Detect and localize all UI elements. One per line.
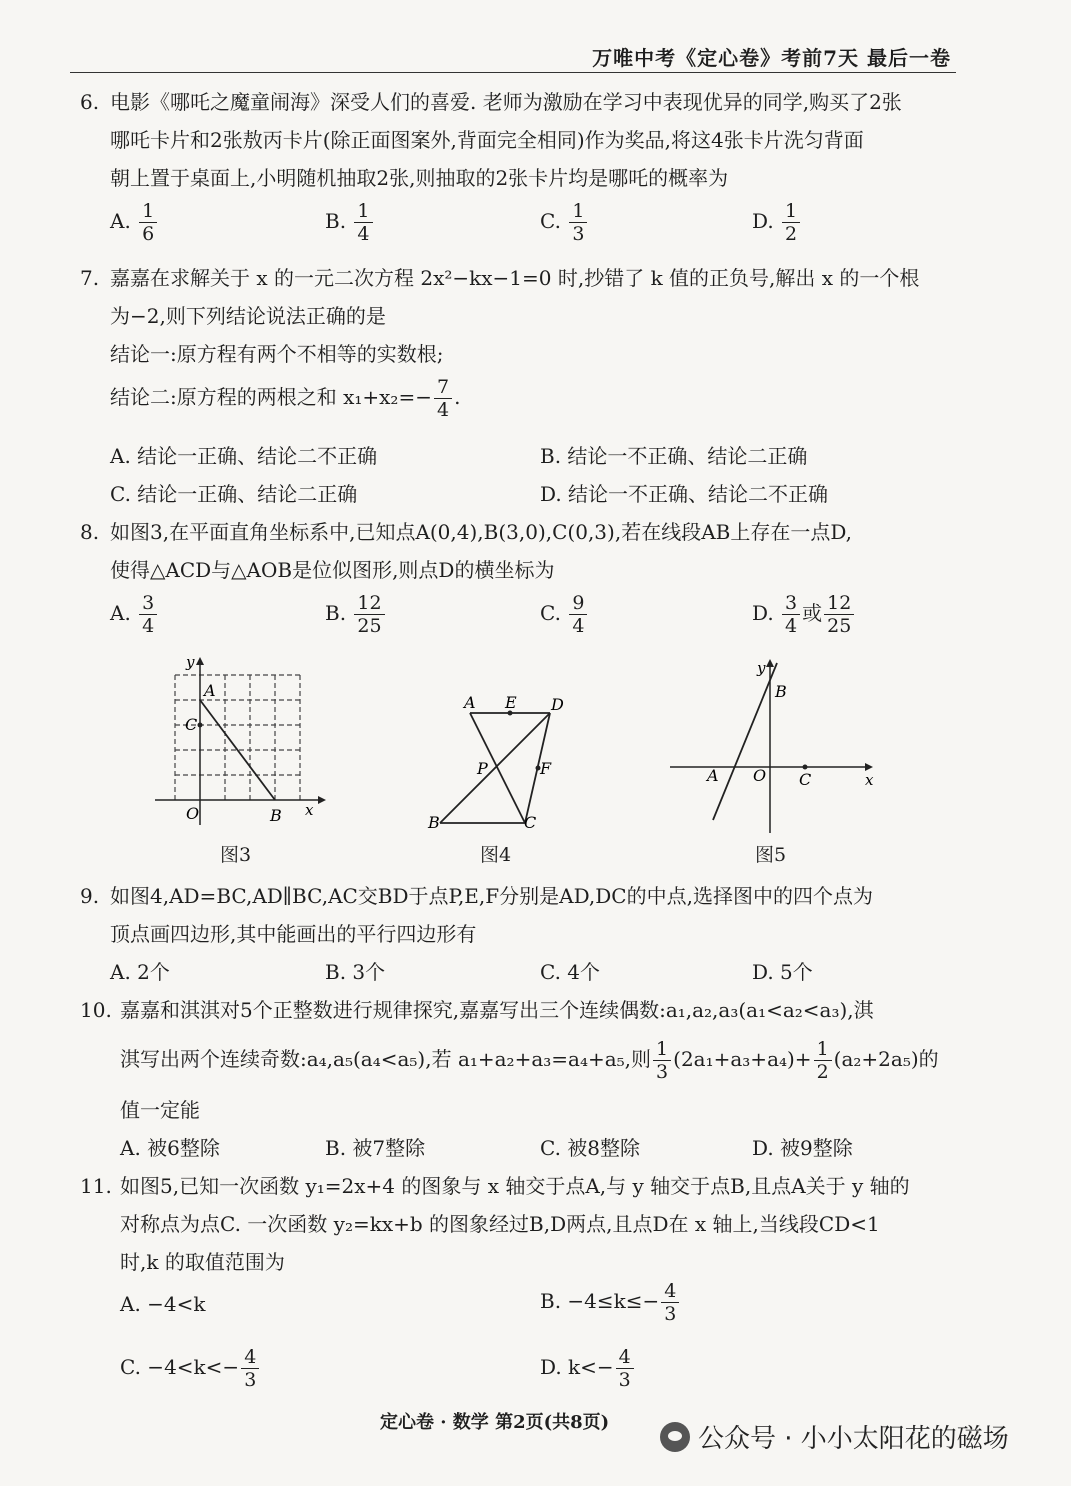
q6-line2: 哪吒卡片和2张敖丙卡片(除正面图案外,背面完全相同)作为奖品,将这4张卡片洗匀背面 bbox=[110, 128, 864, 152]
wechat-icon bbox=[660, 1422, 690, 1452]
q6-number: 6. bbox=[80, 90, 100, 114]
q10-option-a: A. 被6整除 bbox=[120, 1136, 220, 1160]
q7-conclusion2: 结论二:原方程的两根之和 x₁+x₂=− $\frac{7}{4}$ . bbox=[110, 376, 461, 421]
header-rule bbox=[70, 72, 956, 73]
q9-option-a: A. 2个 bbox=[110, 960, 170, 984]
q6-a-fraction: $\frac{1}{6}$ bbox=[139, 200, 157, 245]
figure-4-label-f: F bbox=[540, 759, 552, 778]
figure-4-label-b: B bbox=[428, 813, 440, 832]
figure-3-caption: 图3 bbox=[220, 844, 252, 866]
page-footer: 定心卷 · 数学 第2页(共8页) bbox=[380, 1412, 610, 1433]
q9-option-b: B. 3个 bbox=[325, 960, 386, 984]
page-header: 万唯中考《定心卷》考前7天 最后一卷 bbox=[592, 46, 951, 70]
q10-option-c: C. 被8整除 bbox=[540, 1136, 641, 1160]
q9-line1: 9. 如图4,AD=BC,AD∥BC,AC交BD于点P,E,F分别是AD,DC的中点,选择图中的四个点为 bbox=[80, 884, 873, 908]
figure-5-line-y1 bbox=[713, 663, 777, 820]
q6-line3: 朝上置于桌面上,小明随机抽取2张,则抽取的2张卡片均是哪吒的概率为 bbox=[110, 166, 729, 190]
q6-option-b: B. $\frac{1}{4}$ bbox=[325, 200, 375, 245]
q8-option-a: A. $\frac{3}{4}$ bbox=[110, 592, 159, 637]
q11-line2: 对称点为点C. 一次函数 y₂=kx+b 的图象经过B,D两点,且点D在 x 轴上,当线段CD<1 bbox=[120, 1212, 880, 1236]
figure-3-point-c bbox=[198, 723, 203, 728]
figure-5-label-b: B bbox=[775, 682, 787, 701]
figure-5-point-c bbox=[803, 765, 808, 770]
q11-option-a: A. −4<k bbox=[120, 1292, 206, 1316]
figure-4-caption: 图4 bbox=[480, 844, 512, 866]
figure-5-caption: 图5 bbox=[755, 844, 787, 866]
figure-4-label-e: E bbox=[505, 693, 517, 712]
q10-line2: 淇写出两个连续奇数:a₄,a₅(a₄<a₅),若 a₁+a₂+a₃=a₄+a₅,则 $\frac{1}{3}$ (2a₁+a₃+a₄)+ $\frac{1}{2}$ (a₂+2a₅)的 bbox=[120, 1038, 939, 1083]
q7-option-c: C. 结论一正确、结论二正确 bbox=[110, 482, 358, 506]
figure-4-segment-bd bbox=[440, 713, 550, 823]
q7-option-b: B. 结论一不正确、结论二正确 bbox=[540, 444, 808, 468]
q11-option-c: C. −4<k<− $\frac{4}{3}$ bbox=[120, 1346, 261, 1391]
q11-line1: 11. 如图5,已知一次函数 y₁=2x+4 的图象与 x 轴交于点A,与 y 轴交于点B,且点A关于 y 轴的 bbox=[80, 1174, 910, 1198]
figure-4-label-d: D bbox=[551, 695, 564, 714]
figure-5 bbox=[665, 655, 880, 840]
figure-4-label-c: C bbox=[524, 813, 537, 832]
q8-option-c: C. $\frac{9}{4}$ bbox=[540, 592, 589, 637]
q6-option-c: C. $\frac{1}{3}$ bbox=[540, 200, 589, 245]
q7-line2: 为−2,则下列结论说法正确的是 bbox=[110, 304, 386, 328]
q7-line1: 7. 嘉嘉在求解关于 x 的一元二次方程 2x²−kx−1=0 时,抄错了 k 值的正负号,解出 x 的一个根 bbox=[80, 266, 920, 290]
q8-line2: 使得△ACD与△AOB是位似图形,则点D的横坐标为 bbox=[110, 558, 555, 582]
q11-option-d: D. k<− $\frac{4}{3}$ bbox=[540, 1346, 636, 1391]
figure-3-grid bbox=[175, 675, 300, 800]
q6-option-a: A. $\frac{1}{6}$ bbox=[110, 200, 159, 245]
q6-option-d: D. $\frac{1}{2}$ bbox=[752, 200, 802, 245]
figure-3-label-a: A bbox=[204, 681, 216, 700]
q10-line1: 10. 嘉嘉和淇淇对5个正整数进行规律探究,嘉嘉写出三个连续偶数:a₁,a₂,a₃(a₁<a₂<a₃),淇 bbox=[80, 998, 874, 1022]
q8-option-b: B. $\frac{12}{25}$ bbox=[325, 592, 387, 637]
figure-4-label-a: A bbox=[464, 693, 476, 712]
watermark bbox=[660, 1418, 1009, 1455]
q8-option-d: D. $\frac{3}{4}$ 或 $\frac{12}{25}$ bbox=[752, 592, 856, 637]
q10-line3: 值一定能 bbox=[120, 1098, 200, 1122]
figure-5-label-c: C bbox=[799, 770, 812, 789]
q6-text1: 电影《哪吒之魔童闹海》深受人们的喜爱. 老师为激励在学习中表现优异的同学,购买了2张 bbox=[110, 90, 902, 114]
q9-option-c: C. 4个 bbox=[540, 960, 601, 984]
figure-5-label-o: O bbox=[753, 766, 767, 785]
q10-option-b: B. 被7整除 bbox=[325, 1136, 426, 1160]
figure-5-label-y: y bbox=[757, 659, 766, 677]
figure-3 bbox=[150, 655, 330, 835]
figure-4 bbox=[420, 688, 580, 838]
watermark-text: 公众号 · 小小太阳花的磁场 bbox=[698, 1424, 1009, 1454]
figure-3-label-y: y bbox=[186, 655, 195, 671]
q7-conclusion1: 结论一:原方程有两个不相等的实数根; bbox=[110, 342, 444, 366]
figure-5-label-x: x bbox=[865, 771, 874, 789]
q9-line2: 顶点画四边形,其中能画出的平行四边形有 bbox=[110, 922, 477, 946]
q6-line1 bbox=[80, 86, 902, 115]
figure-4-label-p: P bbox=[477, 759, 488, 778]
figure-3-label-x: x bbox=[305, 801, 314, 819]
figure-5-label-a: A bbox=[707, 766, 719, 785]
q7-option-d: D. 结论一不正确、结论二不正确 bbox=[540, 482, 829, 506]
q8-line1: 8. 如图3,在平面直角坐标系中,已知点A(0,4),B(3,0),C(0,3),若在线段AB上存在一点D, bbox=[80, 520, 853, 544]
q9-option-d: D. 5个 bbox=[752, 960, 813, 984]
figure-3-label-o: O bbox=[186, 804, 200, 823]
q7-option-a: A. 结论一正确、结论二不正确 bbox=[110, 444, 378, 468]
q11-option-b: B. −4≤k≤− $\frac{4}{3}$ bbox=[540, 1280, 681, 1325]
q11-line3: 时,k 的取值范围为 bbox=[120, 1250, 285, 1274]
q10-option-d: D. 被9整除 bbox=[752, 1136, 853, 1160]
figure-3-label-b: B bbox=[270, 806, 282, 825]
figure-3-label-c: C bbox=[185, 715, 198, 734]
